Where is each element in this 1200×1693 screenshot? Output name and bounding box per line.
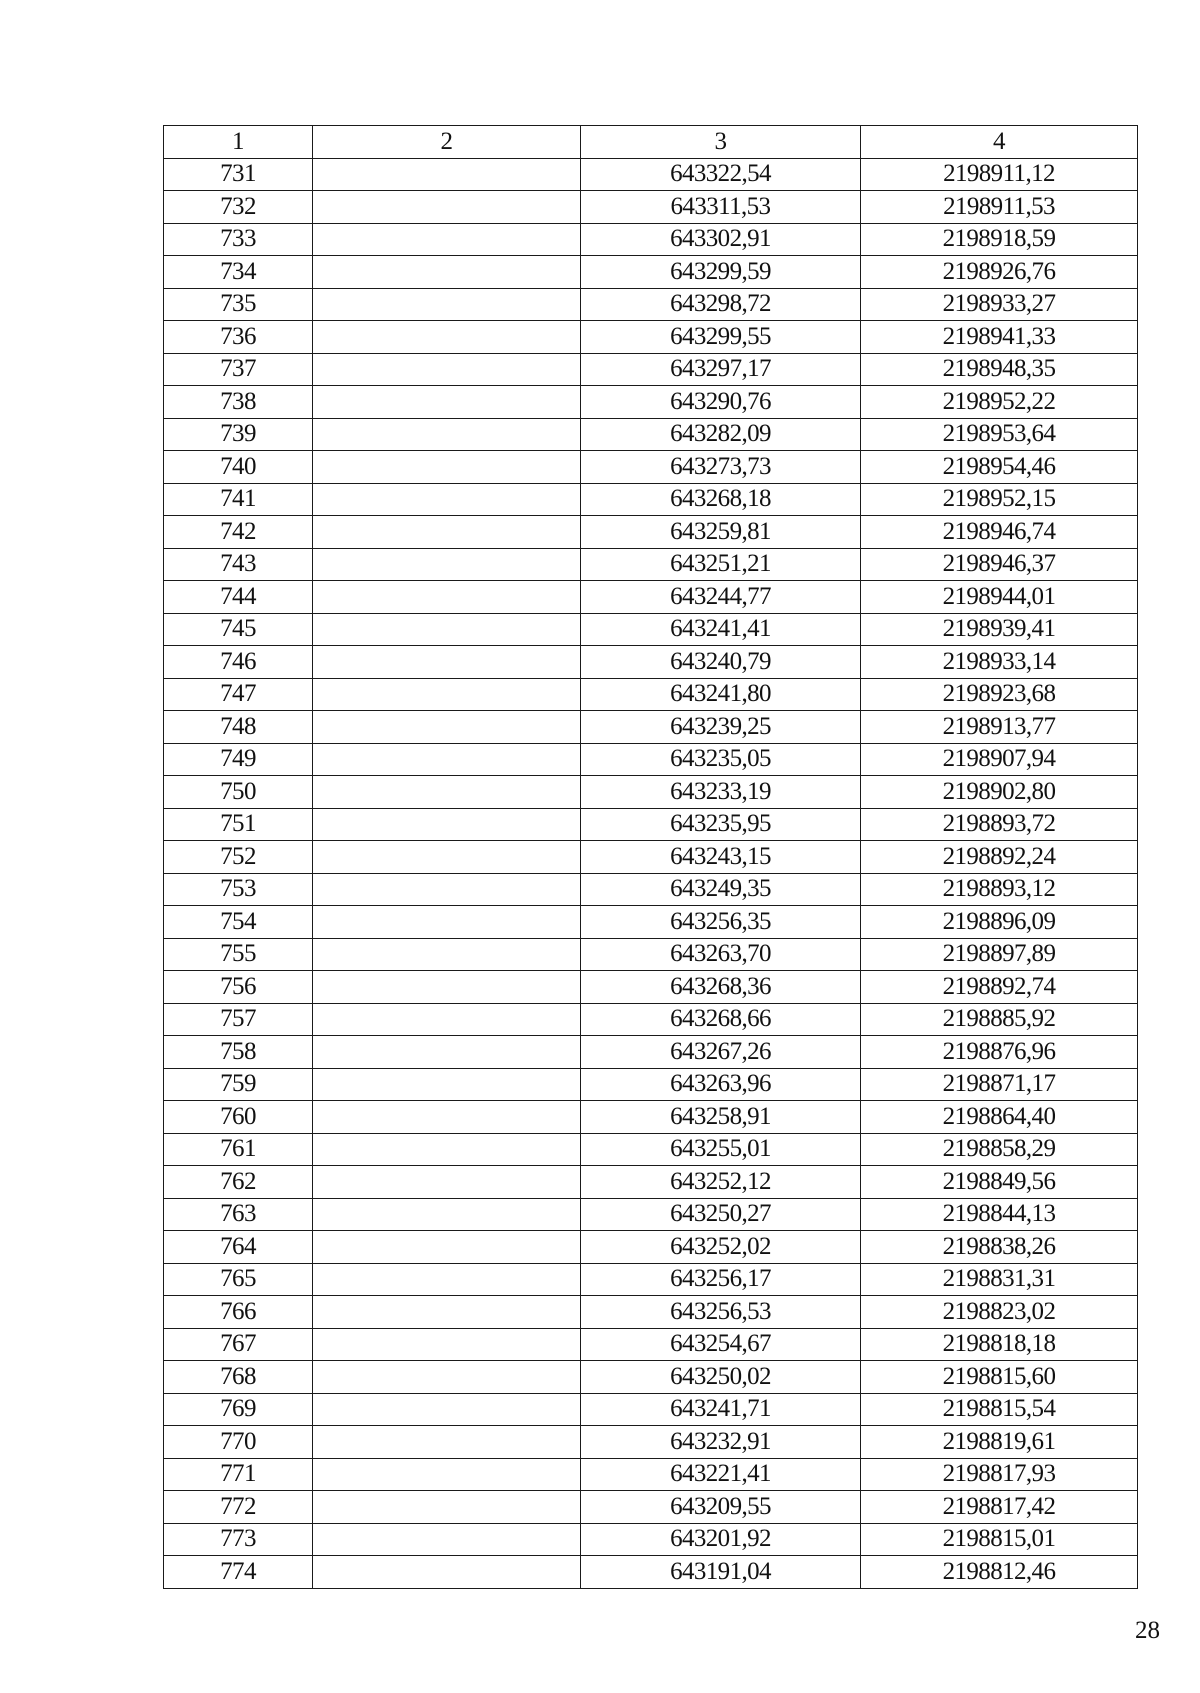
empty-cell xyxy=(313,1556,581,1589)
y-coordinate-cell: 2198948,35 xyxy=(861,353,1138,386)
y-coordinate-cell: 2198844,13 xyxy=(861,1198,1138,1231)
point-number-cell: 747 xyxy=(164,678,313,711)
table-row xyxy=(164,1426,1138,1459)
x-coordinate-cell: 643251,21 xyxy=(581,548,861,581)
point-number-cell: 768 xyxy=(164,1361,313,1394)
point-number-cell: 742 xyxy=(164,516,313,549)
empty-cell xyxy=(313,158,581,191)
table-row xyxy=(164,288,1138,321)
x-coordinate-cell: 643268,66 xyxy=(581,1003,861,1036)
empty-cell xyxy=(313,776,581,809)
x-coordinate-cell: 643235,05 xyxy=(581,743,861,776)
point-number-cell: 751 xyxy=(164,808,313,841)
table-row xyxy=(164,1003,1138,1036)
empty-cell xyxy=(313,321,581,354)
table-row xyxy=(164,256,1138,289)
table-row xyxy=(164,1231,1138,1264)
x-coordinate-cell: 643241,71 xyxy=(581,1393,861,1426)
empty-cell xyxy=(313,1003,581,1036)
x-coordinate-cell: 643201,92 xyxy=(581,1523,861,1556)
point-number-cell: 754 xyxy=(164,906,313,939)
table-row xyxy=(164,516,1138,549)
table-row xyxy=(164,678,1138,711)
point-number-cell: 739 xyxy=(164,418,313,451)
x-coordinate-cell: 643254,67 xyxy=(581,1328,861,1361)
y-coordinate-cell: 2198944,01 xyxy=(861,581,1138,614)
y-coordinate-cell: 2198893,12 xyxy=(861,873,1138,906)
point-number-cell: 745 xyxy=(164,613,313,646)
y-coordinate-cell: 2198902,80 xyxy=(861,776,1138,809)
empty-cell xyxy=(313,1491,581,1524)
empty-cell xyxy=(313,483,581,516)
table-row xyxy=(164,321,1138,354)
table-row xyxy=(164,841,1138,874)
empty-cell xyxy=(313,971,581,1004)
point-number-cell: 735 xyxy=(164,288,313,321)
table-row xyxy=(164,646,1138,679)
x-coordinate-cell: 643299,55 xyxy=(581,321,861,354)
empty-cell xyxy=(313,191,581,224)
x-coordinate-cell: 643244,77 xyxy=(581,581,861,614)
empty-cell xyxy=(313,1361,581,1394)
x-coordinate-cell: 643256,35 xyxy=(581,906,861,939)
empty-cell xyxy=(313,873,581,906)
y-coordinate-cell: 2198864,40 xyxy=(861,1101,1138,1134)
point-number-cell: 767 xyxy=(164,1328,313,1361)
x-coordinate-cell: 643233,19 xyxy=(581,776,861,809)
point-number-cell: 774 xyxy=(164,1556,313,1589)
y-coordinate-cell: 2198923,68 xyxy=(861,678,1138,711)
x-coordinate-cell: 643240,79 xyxy=(581,646,861,679)
table-row xyxy=(164,776,1138,809)
empty-cell xyxy=(313,711,581,744)
table-row xyxy=(164,808,1138,841)
point-number-cell: 733 xyxy=(164,223,313,256)
table-row xyxy=(164,1133,1138,1166)
point-number-cell: 752 xyxy=(164,841,313,874)
y-coordinate-cell: 2198885,92 xyxy=(861,1003,1138,1036)
point-number-cell: 736 xyxy=(164,321,313,354)
x-coordinate-cell: 643191,04 xyxy=(581,1556,861,1589)
x-coordinate-cell: 643256,53 xyxy=(581,1296,861,1329)
header-cell-1: 1 xyxy=(164,126,313,159)
x-coordinate-cell: 643241,41 xyxy=(581,613,861,646)
y-coordinate-cell: 2198871,17 xyxy=(861,1068,1138,1101)
point-number-cell: 737 xyxy=(164,353,313,386)
table-row xyxy=(164,1361,1138,1394)
y-coordinate-cell: 2198812,46 xyxy=(861,1556,1138,1589)
point-number-cell: 734 xyxy=(164,256,313,289)
empty-cell xyxy=(313,1068,581,1101)
empty-cell xyxy=(313,256,581,289)
y-coordinate-cell: 2198911,12 xyxy=(861,158,1138,191)
point-number-cell: 740 xyxy=(164,451,313,484)
table-row xyxy=(164,418,1138,451)
empty-cell xyxy=(313,646,581,679)
table-row xyxy=(164,1068,1138,1101)
x-coordinate-cell: 643282,09 xyxy=(581,418,861,451)
empty-cell xyxy=(313,1231,581,1264)
point-number-cell: 749 xyxy=(164,743,313,776)
y-coordinate-cell: 2198907,94 xyxy=(861,743,1138,776)
y-coordinate-cell: 2198941,33 xyxy=(861,321,1138,354)
table-row xyxy=(164,873,1138,906)
x-coordinate-cell: 643273,73 xyxy=(581,451,861,484)
y-coordinate-cell: 2198896,09 xyxy=(861,906,1138,939)
y-coordinate-cell: 2198911,53 xyxy=(861,191,1138,224)
empty-cell xyxy=(313,581,581,614)
point-number-cell: 731 xyxy=(164,158,313,191)
x-coordinate-cell: 643263,70 xyxy=(581,938,861,971)
empty-cell xyxy=(313,613,581,646)
y-coordinate-cell: 2198892,74 xyxy=(861,971,1138,1004)
empty-cell xyxy=(313,1296,581,1329)
empty-cell xyxy=(313,743,581,776)
point-number-cell: 772 xyxy=(164,1491,313,1524)
x-coordinate-cell: 643302,91 xyxy=(581,223,861,256)
y-coordinate-cell: 2198892,24 xyxy=(861,841,1138,874)
empty-cell xyxy=(313,1036,581,1069)
empty-cell xyxy=(313,1393,581,1426)
y-coordinate-cell: 2198952,22 xyxy=(861,386,1138,419)
header-row xyxy=(164,126,1138,159)
table-row xyxy=(164,1491,1138,1524)
empty-cell xyxy=(313,1328,581,1361)
table-row xyxy=(164,1523,1138,1556)
empty-cell xyxy=(313,938,581,971)
x-coordinate-cell: 643239,25 xyxy=(581,711,861,744)
point-number-cell: 762 xyxy=(164,1166,313,1199)
table-row xyxy=(164,613,1138,646)
x-coordinate-cell: 643297,17 xyxy=(581,353,861,386)
y-coordinate-cell: 2198933,27 xyxy=(861,288,1138,321)
point-number-cell: 758 xyxy=(164,1036,313,1069)
empty-cell xyxy=(313,223,581,256)
x-coordinate-cell: 643263,96 xyxy=(581,1068,861,1101)
empty-cell xyxy=(313,1198,581,1231)
y-coordinate-cell: 2198939,41 xyxy=(861,613,1138,646)
y-coordinate-cell: 2198823,02 xyxy=(861,1296,1138,1329)
x-coordinate-cell: 643241,80 xyxy=(581,678,861,711)
x-coordinate-cell: 643256,17 xyxy=(581,1263,861,1296)
table-row xyxy=(164,1263,1138,1296)
empty-cell xyxy=(313,516,581,549)
x-coordinate-cell: 643209,55 xyxy=(581,1491,861,1524)
table-row xyxy=(164,1036,1138,1069)
table-row xyxy=(164,971,1138,1004)
empty-cell xyxy=(313,386,581,419)
empty-cell xyxy=(313,678,581,711)
page-number: 28 xyxy=(1135,1617,1160,1644)
x-coordinate-cell: 643290,76 xyxy=(581,386,861,419)
x-coordinate-cell: 643268,36 xyxy=(581,971,861,1004)
table-row xyxy=(164,1296,1138,1329)
table-row xyxy=(164,1198,1138,1231)
table-row xyxy=(164,711,1138,744)
point-number-cell: 759 xyxy=(164,1068,313,1101)
point-number-cell: 755 xyxy=(164,938,313,971)
x-coordinate-cell: 643252,02 xyxy=(581,1231,861,1264)
x-coordinate-cell: 643232,91 xyxy=(581,1426,861,1459)
empty-cell xyxy=(313,288,581,321)
point-number-cell: 771 xyxy=(164,1458,313,1491)
empty-cell xyxy=(313,1458,581,1491)
empty-cell xyxy=(313,451,581,484)
table-header xyxy=(164,126,1138,159)
y-coordinate-cell: 2198817,93 xyxy=(861,1458,1138,1491)
empty-cell xyxy=(313,1166,581,1199)
y-coordinate-cell: 2198933,14 xyxy=(861,646,1138,679)
table-row xyxy=(164,1393,1138,1426)
empty-cell xyxy=(313,1426,581,1459)
point-number-cell: 750 xyxy=(164,776,313,809)
y-coordinate-cell: 2198819,61 xyxy=(861,1426,1138,1459)
x-coordinate-cell: 643255,01 xyxy=(581,1133,861,1166)
table-row xyxy=(164,548,1138,581)
point-number-cell: 743 xyxy=(164,548,313,581)
x-coordinate-cell: 643250,02 xyxy=(581,1361,861,1394)
point-number-cell: 757 xyxy=(164,1003,313,1036)
x-coordinate-cell: 643299,59 xyxy=(581,256,861,289)
empty-cell xyxy=(313,841,581,874)
table-row xyxy=(164,1166,1138,1199)
x-coordinate-cell: 643252,12 xyxy=(581,1166,861,1199)
point-number-cell: 770 xyxy=(164,1426,313,1459)
y-coordinate-cell: 2198952,15 xyxy=(861,483,1138,516)
x-coordinate-cell: 643322,54 xyxy=(581,158,861,191)
empty-cell xyxy=(313,1101,581,1134)
y-coordinate-cell: 2198926,76 xyxy=(861,256,1138,289)
y-coordinate-cell: 2198913,77 xyxy=(861,711,1138,744)
y-coordinate-cell: 2198858,29 xyxy=(861,1133,1138,1166)
point-number-cell: 744 xyxy=(164,581,313,614)
x-coordinate-cell: 643311,53 xyxy=(581,191,861,224)
coordinates-table xyxy=(163,125,1138,1589)
y-coordinate-cell: 2198815,01 xyxy=(861,1523,1138,1556)
y-coordinate-cell: 2198815,54 xyxy=(861,1393,1138,1426)
empty-cell xyxy=(313,548,581,581)
point-number-cell: 753 xyxy=(164,873,313,906)
empty-cell xyxy=(313,418,581,451)
point-number-cell: 732 xyxy=(164,191,313,224)
point-number-cell: 773 xyxy=(164,1523,313,1556)
y-coordinate-cell: 2198818,18 xyxy=(861,1328,1138,1361)
table-row xyxy=(164,451,1138,484)
x-coordinate-cell: 643235,95 xyxy=(581,808,861,841)
x-coordinate-cell: 643259,81 xyxy=(581,516,861,549)
table-row xyxy=(164,743,1138,776)
x-coordinate-cell: 643221,41 xyxy=(581,1458,861,1491)
point-number-cell: 769 xyxy=(164,1393,313,1426)
y-coordinate-cell: 2198815,60 xyxy=(861,1361,1138,1394)
point-number-cell: 738 xyxy=(164,386,313,419)
table-row xyxy=(164,1556,1138,1589)
y-coordinate-cell: 2198831,31 xyxy=(861,1263,1138,1296)
empty-cell xyxy=(313,1523,581,1556)
table-row xyxy=(164,938,1138,971)
y-coordinate-cell: 2198876,96 xyxy=(861,1036,1138,1069)
x-coordinate-cell: 643243,15 xyxy=(581,841,861,874)
table-row xyxy=(164,906,1138,939)
y-coordinate-cell: 2198897,89 xyxy=(861,938,1138,971)
table-row xyxy=(164,158,1138,191)
y-coordinate-cell: 2198817,42 xyxy=(861,1491,1138,1524)
point-number-cell: 741 xyxy=(164,483,313,516)
table-row xyxy=(164,223,1138,256)
y-coordinate-cell: 2198946,74 xyxy=(861,516,1138,549)
empty-cell xyxy=(313,906,581,939)
empty-cell xyxy=(313,808,581,841)
header-cell-3: 3 xyxy=(581,126,861,159)
table-row xyxy=(164,581,1138,614)
x-coordinate-cell: 643267,26 xyxy=(581,1036,861,1069)
x-coordinate-cell: 643268,18 xyxy=(581,483,861,516)
point-number-cell: 766 xyxy=(164,1296,313,1329)
table-row xyxy=(164,191,1138,224)
table-row xyxy=(164,353,1138,386)
point-number-cell: 760 xyxy=(164,1101,313,1134)
x-coordinate-cell: 643249,35 xyxy=(581,873,861,906)
point-number-cell: 765 xyxy=(164,1263,313,1296)
empty-cell xyxy=(313,1263,581,1296)
table-row xyxy=(164,1101,1138,1134)
table-body xyxy=(164,158,1138,1588)
x-coordinate-cell: 643298,72 xyxy=(581,288,861,321)
empty-cell xyxy=(313,353,581,386)
header-cell-2: 2 xyxy=(313,126,581,159)
table-row xyxy=(164,483,1138,516)
point-number-cell: 761 xyxy=(164,1133,313,1166)
x-coordinate-cell: 643258,91 xyxy=(581,1101,861,1134)
point-number-cell: 763 xyxy=(164,1198,313,1231)
point-number-cell: 746 xyxy=(164,646,313,679)
y-coordinate-cell: 2198838,26 xyxy=(861,1231,1138,1264)
empty-cell xyxy=(313,1133,581,1166)
table-row xyxy=(164,1458,1138,1491)
y-coordinate-cell: 2198893,72 xyxy=(861,808,1138,841)
y-coordinate-cell: 2198918,59 xyxy=(861,223,1138,256)
point-number-cell: 764 xyxy=(164,1231,313,1264)
point-number-cell: 756 xyxy=(164,971,313,1004)
table-row xyxy=(164,1328,1138,1361)
y-coordinate-cell: 2198849,56 xyxy=(861,1166,1138,1199)
x-coordinate-cell: 643250,27 xyxy=(581,1198,861,1231)
point-number-cell: 748 xyxy=(164,711,313,744)
y-coordinate-cell: 2198946,37 xyxy=(861,548,1138,581)
header-cell-4: 4 xyxy=(861,126,1138,159)
y-coordinate-cell: 2198954,46 xyxy=(861,451,1138,484)
y-coordinate-cell: 2198953,64 xyxy=(861,418,1138,451)
table-row xyxy=(164,386,1138,419)
